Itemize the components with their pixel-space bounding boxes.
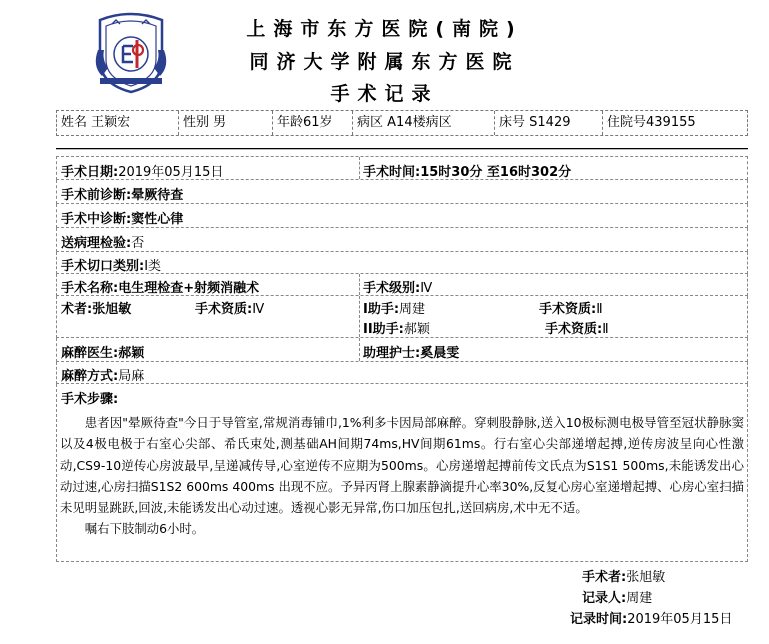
procedure-paragraph: 患者因"晕厥待查"今日于导管室,常规消毒铺巾,1%利多卡因局部麻醉。穿刺股静脉,送入10极标测电极导管至冠状静脉窦以及4极电极于右室心尖部、希氏束处,测基础AH间期74ms,HV间期61ms。行右室心尖部递增起搏,逆传房波呈向心性激动,CS9-10逆传心房波最早,呈递减传导,心室逆传不应期为500ms。心房递增起搏前传文氏点为S1S1 500ms,未能诱发出心动过速,心房扫描S1S2 600ms 400ms 出现不应。予异丙肾上腺素静滴提升心率30%,反复心房心室递增起搏、心房心室扫描未见明显跳跃,回波,未能诱发出心动过速。透视心影无异常,伤口加压包扎,送回病房,术中无不适。 <box>60 415 744 516</box>
signature-surgeon-name: 张旭敏 <box>626 570 666 585</box>
assistant1-qualification: Ⅱ <box>596 302 603 317</box>
row-divider <box>359 274 360 295</box>
patient-bed: S1429 <box>529 115 571 130</box>
row-surgery-name <box>56 274 748 296</box>
gender-label: 性别 <box>183 115 210 130</box>
surgeon-label: 术者: <box>61 302 93 317</box>
age-cell <box>273 111 353 135</box>
surgery-date: 2019年05月15日 <box>118 165 224 180</box>
row-anesthesia-staff <box>56 338 748 362</box>
procedure-text <box>60 412 744 540</box>
nurse-label: 助理护士: <box>363 346 421 361</box>
incision-class: Ⅰ类 <box>144 259 162 274</box>
surgery-time: 15时30分 至16时302分 <box>420 165 572 180</box>
assistant1-name: 周建 <box>399 302 426 317</box>
patient-name-cell <box>57 111 179 135</box>
assistant2-qualification-label: 手术资质: <box>545 322 603 337</box>
row-intra-diagnosis <box>56 204 748 228</box>
incision-label: 手术切口类别: <box>61 259 145 274</box>
anesthesia-label: 麻醉方式: <box>61 369 119 384</box>
row-divider <box>359 157 360 179</box>
row-divider <box>359 296 360 337</box>
ward-label: 病区 <box>357 115 384 130</box>
patient-age: 61岁 <box>303 115 333 130</box>
bed-cell <box>495 111 603 135</box>
document-title: 手术记录 <box>330 83 439 105</box>
procedure-paragraph-2: 嘱右下肢制动6小时。 <box>84 521 205 537</box>
signature-surgeon <box>582 566 665 585</box>
name-label: 姓名 <box>61 115 88 130</box>
surgeon-qualification: Ⅳ <box>252 302 265 317</box>
nurse-name: 奚晨雯 <box>420 346 460 361</box>
surgeon-name: 张旭敏 <box>92 302 132 317</box>
hospital-name: 上海市东方医院(南院) <box>246 18 523 40</box>
surgery-date-label: 手术日期: <box>61 165 119 180</box>
intra-diagnosis-label: 手术中诊断: <box>61 212 132 227</box>
anesthetist-label: 麻醉医生: <box>61 346 119 361</box>
record-time-label: 记录时间: <box>570 612 628 627</box>
assistant2-qualification: Ⅱ <box>602 322 609 337</box>
assistant2-label: II助手: <box>363 322 404 337</box>
patient-gender: 男 <box>213 115 227 130</box>
anesthesia-method: 局麻 <box>118 369 145 384</box>
bed-label: 床号 <box>499 115 526 130</box>
surgery-level-label: 手术级别: <box>363 281 421 296</box>
assistant1-label: I助手: <box>363 302 400 317</box>
surgery-level: Ⅳ <box>420 281 433 296</box>
intra-diagnosis: 窦性心律 <box>131 212 184 227</box>
patient-ward: A14楼病区 <box>387 115 452 130</box>
pathology-value: 否 <box>131 236 145 251</box>
surgery-name: 电生理检查+射频消融术 <box>118 281 260 296</box>
surgery-time-label: 手术时间: <box>363 165 421 180</box>
hospital-affiliation: 同济大学附属东方医院 <box>249 51 520 73</box>
record-time: 2019年05月15日 <box>627 612 733 627</box>
ward-cell <box>353 111 495 135</box>
assistant2-name: 郝颖 <box>403 322 430 337</box>
row-incision <box>56 252 748 274</box>
admission-cell <box>603 111 747 135</box>
patient-name: 王颖宏 <box>91 115 131 130</box>
signature-surgeon-label: 手术者: <box>582 570 627 585</box>
signature-record-time <box>570 608 732 627</box>
pre-diagnosis-label: 手术前诊断: <box>61 188 132 203</box>
pathology-label: 送病理检验: <box>61 236 132 251</box>
row-divider <box>359 338 360 361</box>
procedure-steps-label: 手术步骤: <box>61 392 119 407</box>
row-anesthesia-method <box>56 362 748 384</box>
row-pre-diagnosis <box>56 180 748 204</box>
row-surgery-datetime <box>56 156 748 180</box>
assistant1-qualification-label: 手术资质: <box>539 302 597 317</box>
age-label: 年龄 <box>277 115 304 130</box>
admission-label: 住院号 <box>607 115 647 130</box>
surgeon-qualification-label: 手术资质: <box>195 302 253 317</box>
row-surgical-team <box>56 296 748 338</box>
patient-info-bar <box>56 110 748 136</box>
pre-diagnosis: 晕厥待查 <box>131 188 184 203</box>
signature-recorder-label: 记录人: <box>582 591 627 606</box>
row-pathology <box>56 228 748 252</box>
signature-recorder-name: 周建 <box>626 591 653 606</box>
anesthetist-name: 郝颖 <box>118 346 145 361</box>
divider-shadow <box>56 149 748 150</box>
admission-number: 439155 <box>646 115 696 130</box>
surgery-name-label: 手术名称: <box>61 281 119 296</box>
signature-recorder <box>582 587 652 606</box>
gender-cell <box>179 111 273 135</box>
